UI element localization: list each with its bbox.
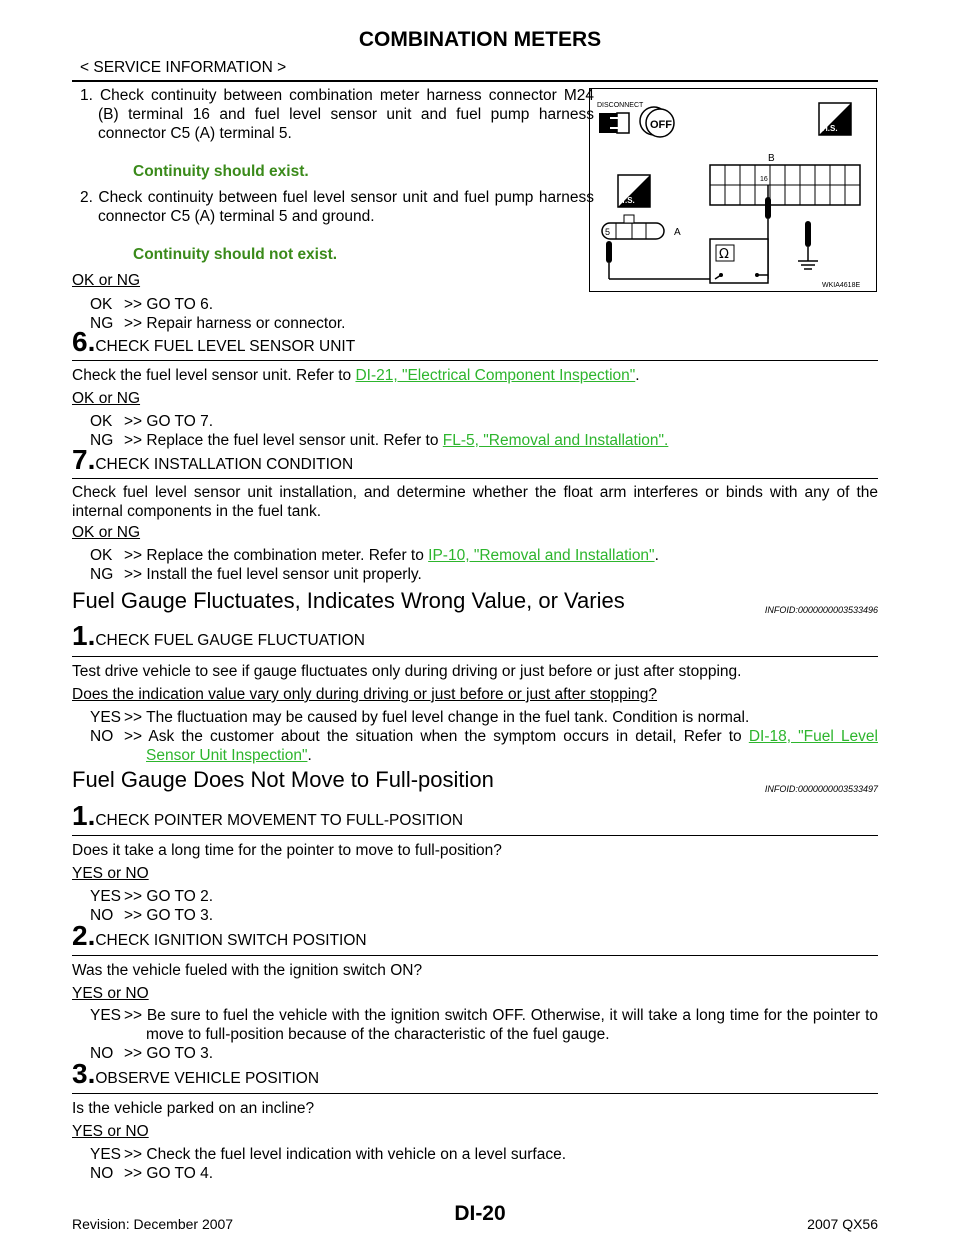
- result-yes: [90, 1006, 878, 1044]
- result-no: [90, 906, 878, 925]
- result-no: [90, 727, 878, 765]
- result-list: [90, 708, 878, 765]
- ok-ng-label: OK or NG: [72, 272, 141, 289]
- result-key: NG: [90, 432, 114, 449]
- section-title-fluctuates: Fuel Gauge Fluctuates, Indicates Wrong Value, or Varies: [72, 588, 625, 613]
- result-list: [90, 887, 878, 925]
- result-text: [124, 727, 878, 765]
- step-title: CHECK INSTALLATION CONDITION: [95, 456, 354, 473]
- step-title: OBSERVE VEHICLE POSITION: [95, 1070, 320, 1087]
- result-list: [90, 412, 878, 450]
- result-key: NO: [90, 728, 114, 745]
- svg-text:OFF: OFF: [650, 119, 672, 131]
- yes-no-label: YES or NO: [72, 985, 149, 1002]
- result-list: [90, 295, 878, 333]
- result-text: [124, 546, 878, 565]
- reference-link[interactable]: DI-21, "Electrical Component Inspection": [355, 367, 636, 384]
- result-text: >> Repair harness or connector.: [124, 315, 346, 332]
- step-6-heading: [72, 326, 356, 357]
- test-probe-a: [606, 241, 715, 279]
- step-title: CHECK POINTER MOVEMENT TO FULL-POSITION: [95, 812, 464, 829]
- result-yes: [90, 1145, 878, 1164]
- text: >> Replace the fuel level sensor unit. Refer to: [124, 432, 443, 449]
- step-number: 6.: [72, 326, 96, 357]
- text: >> Ask the customer about the situation when the symptom occurs in detail, Refer to: [124, 728, 749, 745]
- result-text: >> GO TO 6.: [124, 296, 214, 313]
- revision-date: Revision: December 2007: [72, 1216, 234, 1232]
- result-text: >> Install the fuel level sensor unit properly.: [124, 566, 422, 583]
- step-7-heading: [72, 444, 354, 475]
- wiring-diagram-svg: [590, 89, 875, 290]
- info-id: INFOID:0000000003533497: [764, 784, 878, 794]
- ok-ng-label: OK or NG: [72, 390, 141, 407]
- svg-text:H.S.: H.S.: [822, 124, 838, 133]
- result-yes: [90, 887, 878, 906]
- ohmmeter: [710, 239, 768, 283]
- result-key: YES: [90, 709, 122, 726]
- result-text: >> GO TO 3.: [124, 907, 214, 924]
- text: .: [635, 367, 640, 384]
- text: .: [664, 432, 669, 449]
- step-rule: [72, 835, 878, 836]
- connector-a-label: A: [674, 227, 681, 238]
- step-rule: [72, 955, 878, 956]
- result-ok: [90, 295, 878, 314]
- instruction-step-1: 1. Check continuity between combination meter harness connector M24 (B) terminal 16 and fuel level sensor unit and fuel pump harness connector C5 (A) terminal 5.: [80, 87, 594, 142]
- result-list: [90, 1006, 878, 1063]
- connector-b-label: B: [768, 153, 775, 164]
- header-rule: [72, 80, 878, 82]
- result-key: NG: [90, 315, 114, 332]
- step-6-text: [72, 366, 878, 385]
- result-key: YES: [90, 1146, 122, 1163]
- connector-a: [602, 215, 664, 239]
- step-rule: [72, 1093, 878, 1094]
- result-key: NG: [90, 566, 114, 583]
- result-key: NO: [90, 1045, 114, 1062]
- result-text: >> Check the fuel level indication with vehicle on a level surface.: [124, 1146, 566, 1163]
- result-text: >> GO TO 3.: [124, 1045, 214, 1062]
- step-number: 1.: [72, 800, 96, 831]
- step-number: 2.: [72, 920, 96, 951]
- result-text: >> GO TO 4.: [124, 1165, 214, 1182]
- result-text: >> Be sure to fuel the vehicle with the ignition switch OFF. Otherwise, it will take a long time for the pointer to move to full-position because of the characteristic of the fuel gauge.: [124, 1007, 878, 1043]
- result-ng: [90, 314, 878, 333]
- step-title: CHECK IGNITION SWITCH POSITION: [95, 932, 367, 949]
- result-key: OK: [90, 547, 113, 564]
- result-text: >> GO TO 7.: [124, 413, 214, 430]
- ground-probe: [798, 221, 818, 269]
- fluct-step-1-heading: [72, 620, 365, 651]
- step-rule: [72, 360, 878, 361]
- full-step-1-heading: [72, 800, 464, 831]
- step-number: 7.: [72, 444, 96, 475]
- full-step-3-heading: [72, 1058, 320, 1089]
- section-title-full-position: Fuel Gauge Does Not Move to Full-position: [72, 767, 494, 792]
- step-number: 3.: [72, 1058, 96, 1089]
- disconnect-icon: [597, 102, 644, 133]
- reference-link[interactable]: DI-18, "Fuel Level Sensor Unit Inspection": [146, 728, 878, 764]
- result-list: [90, 546, 878, 584]
- svg-text:5: 5: [605, 227, 611, 237]
- full-step-2-text: Was the vehicle fueled with the ignition switch ON?: [72, 962, 423, 979]
- result-ng: [90, 565, 878, 584]
- step-number: 1.: [72, 620, 96, 651]
- spec-continuity-not-exist: Continuity should not exist.: [133, 246, 338, 263]
- result-key: OK: [90, 296, 113, 313]
- full-step-1-text: Does it take a long time for the pointer to move to full-position?: [72, 842, 502, 859]
- step-title: CHECK FUEL LEVEL SENSOR UNIT: [95, 338, 356, 355]
- wiring-diagram: [589, 88, 877, 292]
- model-year: 2007 QX56: [807, 1216, 878, 1232]
- text: >> Replace the combination meter. Refer to: [124, 547, 429, 564]
- result-key: NO: [90, 1165, 114, 1182]
- text: .: [307, 747, 312, 764]
- result-key: NO: [90, 907, 114, 924]
- result-list: [90, 1145, 878, 1183]
- figure-id: WKIA4618E: [822, 282, 861, 289]
- result-yes: [90, 708, 878, 727]
- result-ok: [90, 546, 878, 565]
- result-text: >> GO TO 2.: [124, 888, 214, 905]
- reference-link[interactable]: FL-5, "Removal and Installation": [442, 432, 665, 449]
- reference-link[interactable]: IP-10, "Removal and Installation": [428, 547, 655, 564]
- result-text: [124, 431, 878, 450]
- step-rule: [72, 478, 878, 479]
- svg-text:T.S.: T.S.: [621, 196, 635, 205]
- step-rule: [72, 656, 878, 657]
- ignition-off-icon: [640, 107, 674, 137]
- step-7-text: Check fuel level sensor unit installation, and determine whether the float arm interferes or binds with any of the internal components in the fuel tank.: [72, 484, 878, 520]
- svg-text:16: 16: [760, 176, 768, 183]
- text: .: [654, 547, 659, 564]
- question-label: Does the indication value vary only during driving or just before or just after stopping?: [72, 686, 658, 703]
- page-title: COMBINATION METERS: [358, 28, 602, 51]
- result-text: >> The fluctuation may be caused by fuel level change in the fuel tank. Condition is normal.: [124, 709, 750, 726]
- spec-continuity-exist: Continuity should exist.: [133, 163, 309, 180]
- ok-ng-label: OK or NG: [72, 524, 141, 541]
- yes-no-label: YES or NO: [72, 865, 149, 882]
- step-title: CHECK FUEL GAUGE FLUCTUATION: [95, 632, 365, 649]
- section-breadcrumb: < SERVICE INFORMATION >: [80, 59, 287, 76]
- result-ok: [90, 412, 878, 431]
- full-step-3-text: Is the vehicle parked on an incline?: [72, 1100, 315, 1117]
- connector-b: [710, 165, 860, 205]
- info-id: INFOID:0000000003533496: [764, 605, 878, 615]
- instruction-step-2: 2. Check continuity between fuel level sensor unit and fuel pump harness connector C5 (A) terminal 5 and ground.: [80, 189, 594, 225]
- page-number: DI-20: [454, 1202, 506, 1225]
- svg-text:DISCONNECT: DISCONNECT: [597, 102, 644, 109]
- full-step-2-heading: [72, 920, 367, 951]
- yes-no-label: YES or NO: [72, 1123, 149, 1140]
- fluct-text: Test drive vehicle to see if gauge fluctuates only during driving or just before or just after stopping.: [72, 663, 742, 680]
- result-key: OK: [90, 413, 113, 430]
- svg-text:Ω: Ω: [719, 247, 729, 262]
- result-key: YES: [90, 1007, 122, 1024]
- text: Check the fuel level sensor unit. Refer to: [72, 367, 356, 384]
- terminal-side-icon: [618, 175, 650, 207]
- harness-side-icon: [819, 103, 851, 135]
- result-no: [90, 1044, 878, 1063]
- result-no: [90, 1164, 878, 1183]
- result-key: YES: [90, 888, 122, 905]
- result-ng: [90, 431, 878, 450]
